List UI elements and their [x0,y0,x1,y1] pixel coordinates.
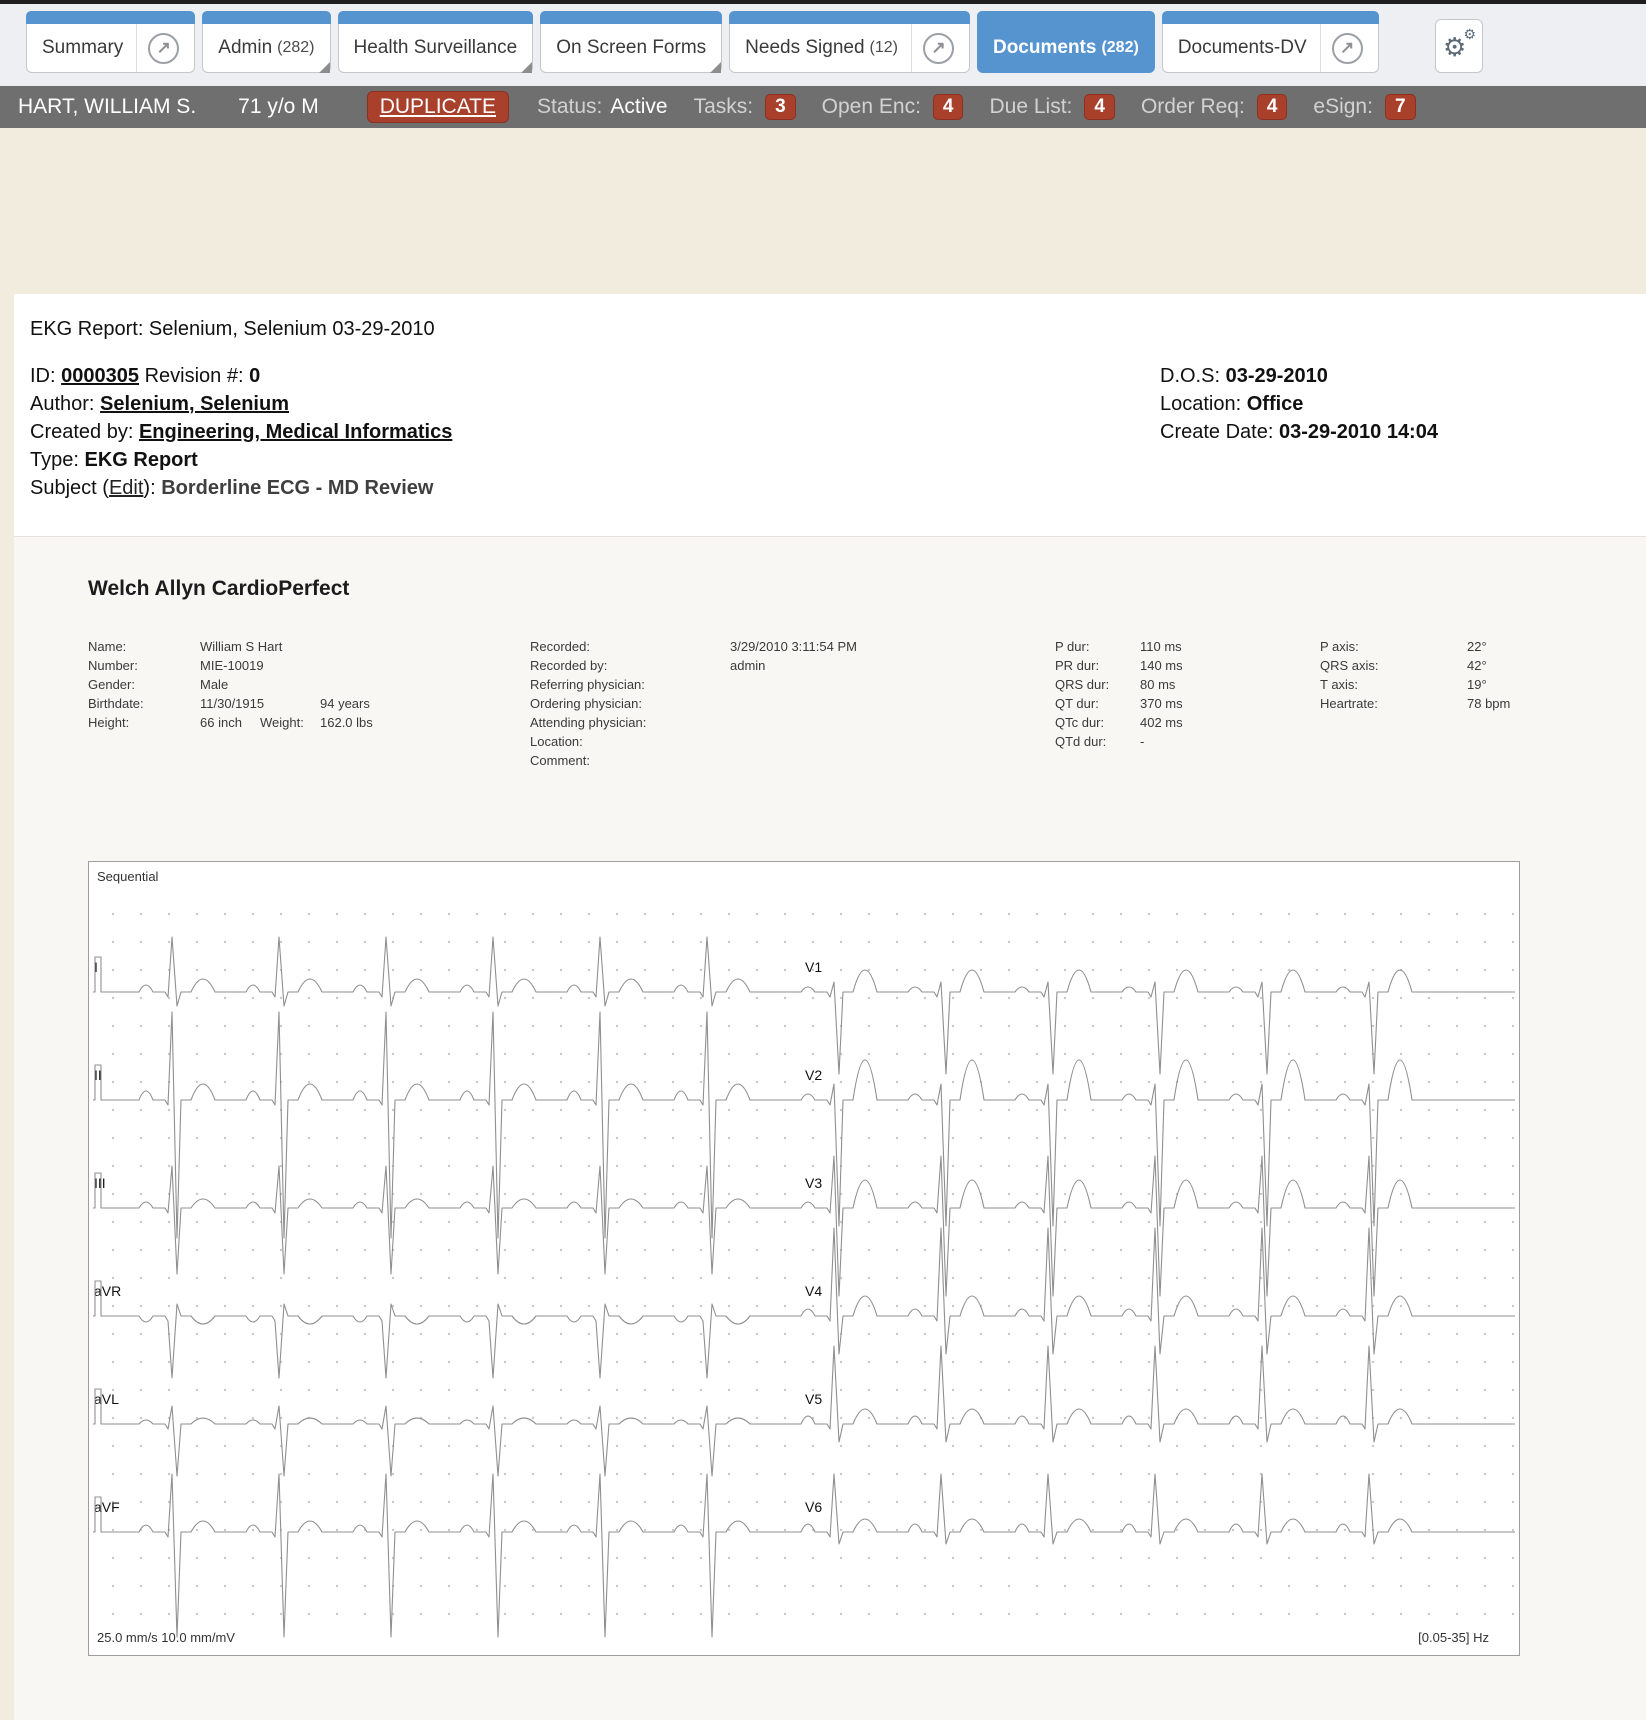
ekg-lead-label-v2: V2 [805,1067,823,1083]
dropdown-fold-icon [710,62,721,73]
ekg-lead-label-avf: aVF [94,1499,120,1515]
row-value: 80 ms [1140,677,1176,692]
tab-label: On Screen Forms [556,37,707,58]
ekg-dot-grid [89,892,1519,1632]
patient-counters [694,94,1442,120]
tab-documents[interactable] [977,11,1155,73]
row-label: P axis: [1320,639,1359,654]
row-label: Number: [88,658,138,673]
document-subject-line [30,474,452,502]
row-label: PR dur: [1055,658,1100,673]
tab-top-strip [1162,11,1379,24]
row-value: admin [730,658,766,673]
tab-needs-signed[interactable] [729,11,970,73]
location-value: Office [1246,393,1304,415]
row-extra-label: Weight: [260,715,304,730]
ekg-trace-chart [88,861,1520,1656]
counter-label: Open Enc: [821,95,921,118]
row-label: Name: [88,639,127,654]
tab-top-strip [977,11,1155,24]
document-header-card [14,294,1646,536]
row-label: Referring physician: [530,677,645,692]
open-new-window-icon[interactable]: ↗ [1332,33,1363,64]
status-label: Status: [537,95,603,118]
tab-count-badge: (12) [869,39,898,56]
counter-badge-order-req[interactable]: 4 [1257,94,1288,120]
ekg-lead-label-v6: V6 [805,1499,823,1515]
dos-value: 03-29-2010 [1225,365,1328,387]
tab-summary[interactable] [26,11,195,73]
row-label: QTd dur: [1055,734,1107,749]
document-fields-left [30,362,452,502]
tab-top-strip [26,11,195,24]
tabs-host [26,11,1386,73]
document-id-line [30,362,452,390]
tab-body-needs-signed [730,24,969,72]
chart-tab-bar [0,4,1646,86]
dropdown-fold-icon [319,62,330,73]
tab-label: Health Surveillance [353,37,518,58]
tab-label: Needs Signed [745,37,865,58]
document-author-line [30,390,452,418]
tab-label: Documents-DV [1177,37,1307,58]
dos-label: D.O.S: [1160,365,1221,387]
ekg-lead-label-v4: V4 [805,1283,823,1299]
ekg-report-body [14,536,1646,1720]
counter-label: eSign: [1313,95,1373,118]
ekg-lead-label-avl: aVL [94,1391,119,1407]
tab-top-strip [338,11,534,24]
createdate-label: Create Date: [1160,421,1274,443]
tab-health-surveillance[interactable] [338,11,534,73]
row-value: William S Hart [200,639,283,654]
ekg-mode-label: Sequential [97,869,159,884]
patient-name[interactable]: HART, WILLIAM S. [18,95,197,118]
ekg-lead-label-v5: V5 [805,1391,823,1407]
row-label: Recorded: [530,639,590,654]
createdby-link[interactable]: Engineering, Medical Informatics [138,421,453,443]
ekg-scale-label: 25.0 mm/s 10.0 mm/mV [97,1630,235,1645]
tab-count-badge: (282) [277,39,315,56]
document-createdby-line [30,418,452,446]
row-label: Location: [530,734,583,749]
tab-label: Admin [218,37,273,58]
row-label: QRS axis: [1320,658,1379,673]
document-type-line [30,446,452,474]
row-extra-value: 94 years [320,696,370,711]
tab-documents-dv[interactable] [1162,11,1379,73]
row-label: Ordering physician: [530,696,642,711]
tab-top-strip [540,11,722,24]
location-label: Location: [1160,393,1242,415]
row-value: MIE-10019 [200,658,264,673]
tab-top-strip [729,11,970,24]
row-label: QT dur: [1055,696,1099,711]
open-new-window-icon[interactable]: ↗ [148,33,179,64]
counter-badge-due-list[interactable]: 4 [1084,94,1115,120]
row-value: Male [200,677,229,692]
ekg-lead-label-i: I [94,959,98,975]
type-value: EKG Report [84,449,198,471]
counter-due-list [989,94,1114,120]
counter-esign [1313,94,1415,120]
row-value: - [1140,734,1145,749]
subject-suffix: ): [143,477,162,499]
type-label: Type: [30,449,79,471]
ekg-lead-label-avr: aVR [94,1283,122,1299]
tab-body-admin [203,24,329,72]
ekg-waveform-svg [89,862,1519,1655]
tab-on-screen-forms[interactable] [540,11,722,73]
tab-top-strip [202,11,330,24]
row-label: Birthdate: [88,696,144,711]
ekg-lead-label-ii: II [94,1067,102,1083]
status-value: Active [610,95,668,118]
document-fields-right [1160,362,1438,446]
gear-small-icon: ⚙ [1463,26,1476,42]
counter-label: Due List: [989,95,1073,118]
row-extra-value: 162.0 lbs [320,715,373,730]
duplicate-button[interactable]: DUPLICATE [367,91,509,123]
tab-body-on-screen-forms [541,24,721,72]
row-value: 3/29/2010 3:11:54 PM [730,639,857,654]
row-value: 11/30/1915 [200,696,265,711]
createdate-line [1160,418,1438,446]
row-label: T axis: [1320,677,1359,692]
row-value: 402 ms [1140,715,1183,730]
tab-divider [1320,24,1321,72]
row-value: 140 ms [1140,658,1183,673]
tab-body-documents-dv [1163,24,1378,72]
author-label: Author: [30,393,95,415]
revision-label: Revision #: [144,365,244,387]
revision-value: 0 [249,365,261,387]
id-link[interactable]: 0000305 [61,365,139,387]
dos-line [1160,362,1438,390]
subject-label: Subject ( [30,477,109,499]
row-value: 78 bpm [1467,696,1511,711]
tab-count-badge: (282) [1101,39,1139,56]
counter-badge-open-enc[interactable]: 4 [933,94,964,120]
ekg-filter-label: [0.05-35] Hz [1418,1630,1489,1645]
patient-age-sex: 71 y/o M [238,95,319,118]
counter-tasks [694,94,796,120]
counter-order-req [1141,94,1287,120]
gear-icon: ⚙ [1443,32,1467,62]
subject-value: Borderline ECG - MD Review [161,477,434,499]
counter-badge-tasks[interactable]: 3 [765,94,796,120]
author-link[interactable]: Selenium, Selenium [100,393,289,415]
document-title: EKG Report: Selenium, Selenium 03-29-2010 [30,318,435,340]
row-value: 42° [1467,658,1487,673]
report-title: Welch Allyn CardioPerfect [88,577,350,600]
counter-label: Tasks: [693,95,754,118]
subject-edit-link[interactable]: Edit [108,477,144,499]
row-value: 19° [1467,677,1487,692]
counter-label: Order Req: [1140,95,1245,118]
tab-body-documents [978,24,1154,72]
tab-admin[interactable] [202,11,330,73]
open-new-window-icon[interactable]: ↗ [923,33,954,64]
row-label: Comment: [530,753,590,768]
dropdown-fold-icon [521,62,532,73]
id-label: ID: [30,365,56,387]
createdate-value: 03-29-2010 14:04 [1278,421,1438,443]
row-label: P dur: [1055,639,1090,654]
counter-badge-esign[interactable]: 7 [1385,94,1416,120]
tab-body-summary [27,24,194,72]
tab-body-health-surveillance [339,24,533,72]
row-label: Recorded by: [530,658,608,673]
row-value: 370 ms [1140,696,1183,711]
row-value: 110 ms [1140,639,1182,654]
settings-button[interactable] [1435,19,1483,73]
row-value: 66 inch [200,715,242,730]
ekg-lead-label-iii: III [94,1175,106,1191]
tab-label: Documents [992,37,1097,58]
row-label: Height: [88,715,130,730]
tab-divider [911,24,912,72]
row-label: Gender: [88,677,135,692]
createdby-label: Created by: [30,421,134,443]
ekg-lead-label-v3: V3 [805,1175,823,1191]
row-label: QRS dur: [1055,677,1110,692]
patient-header-bar [0,86,1646,128]
row-label: QTc dur: [1055,715,1105,730]
tab-divider [136,24,137,72]
ekg-lead-label-v1: V1 [805,959,823,975]
row-label: Heartrate: [1320,696,1378,711]
location-line [1160,390,1438,418]
row-value: 22° [1467,639,1487,654]
row-label: Attending physician: [530,715,647,730]
counter-open-enc [822,94,964,120]
tab-label: Summary [42,37,124,58]
